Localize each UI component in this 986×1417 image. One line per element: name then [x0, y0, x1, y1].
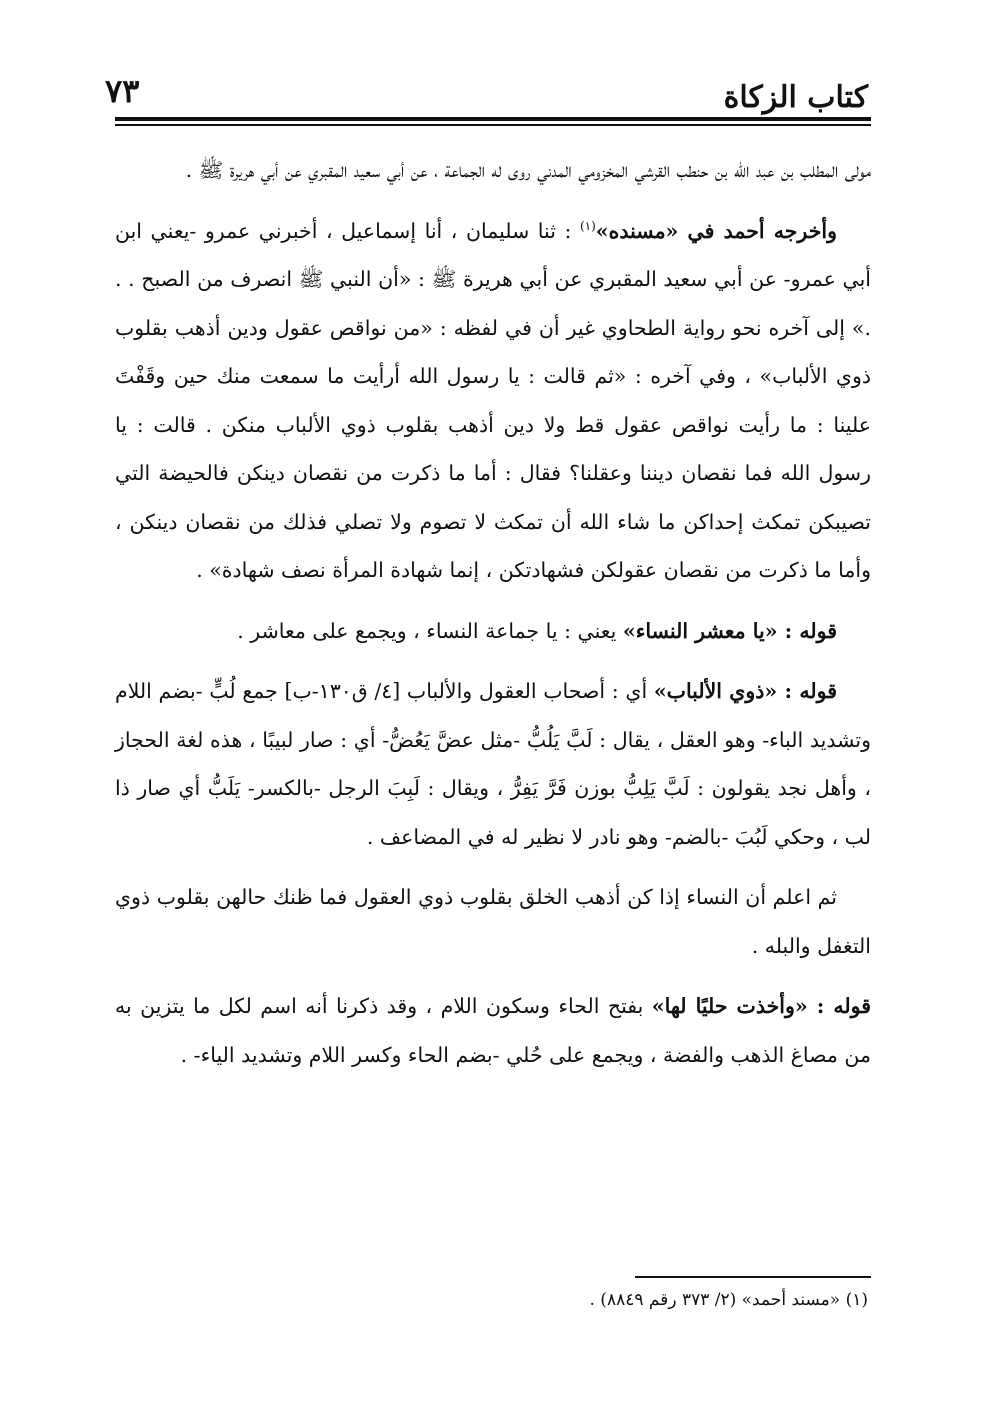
paragraph-1: مولى المطلب بن عبد الله بن حنطب القرشي المخزومي المدني روى له الجماعة ، عن أبي سعيد المقبري عن أبي هريرة ﷺ .: [185, 158, 871, 182]
footnote-reference: (١): [579, 218, 596, 233]
paragraph-4-text: أي : أصحاب العقول والألباب [٤/ ق١٣٠-ب] جمع لُبٍّ -بضم اللام وتشديد الباء- وهو العقل ، يقال : لَبَّ يَلُبُّ -مثل عضَّ يَعُضُّ- أي : صار لبيبًا ، هذه لغة الحجاز ، وأهل نجد يقولون : لَبَّ يَلِبُّ بوزن فَرَّ يَفِرُّ ، ويقال : لَبِبَ الرجل -بالكسر- يَلَبُّ أي صار ذا لب ، وحكي لَبُبَ -بالضم- وهو نادر لا نظير له في المضاعف .: [115, 679, 871, 849]
paragraph-2-text: : ثنا سليمان ، أنا إسماعيل ، أخبرني عمرو -يعني ابن أبي عمرو- عن أبي سعيد المقبري عن أبي هريرة ﷺ : «أن النبي ﷺ انصرف من الصبح . . .» إلى آخره نحو رواية الطحاوي غير أن في لفظه : «من نواقص عقول ودين أذهب بقلوب ذوي الألباب» ، وفي آخره : «ثم قالت : يا رسول الله أرأيت ما سمعت منك حين وقَفْتَ علينا : ما رأيت نواقص عقول قط ولا دين أذهب بقلوب ذوي الألباب منكن . قالت : يا رسول الله فما نقصان ديننا وعقلنا؟ فقال : أما ما ذكرت من نقصان دينكن فالحيضة التي تصيبكن تمكث إحداكن ما شاء الله أن تمكث لا تصوم ولا تصلي فذلك من نقصان دينكن ، وأما ما ذكرت من نقصان عقولكن فشهادتكن ، إنما شهادة المرأة نصف شهادة» .: [115, 218, 871, 582]
footnote-separator: [635, 1276, 871, 1278]
page-number: ٧٣: [105, 72, 140, 110]
paragraph-3-text: يعني : يا جماعة النساء ، ويجمع على معاشر .: [237, 618, 623, 643]
paragraph-6-lead: قوله : «وأخذت حليًا لها»: [651, 994, 871, 1018]
paragraph-2-lead: وأخرجه أحمد في «مسنده»: [595, 218, 837, 243]
main-text: [115, 146, 871, 1079]
paragraph-6-text: بفتح الحاء وسكون اللام ، وقد ذكرنا أنه اسم لكل ما يتزين به من مصاغ الذهب والفضة ، ويجمع على حُلي -بضم الحاء وكسر اللام وتشديد الياء- .: [115, 994, 871, 1067]
paragraph-4-lead: قوله : «ذوي الألباب»: [653, 679, 837, 703]
paragraph-4: [115, 667, 871, 861]
paragraph-6: [115, 982, 871, 1079]
header-rule-thick: [115, 117, 871, 121]
paragraph-2: [115, 207, 871, 595]
footnote: (١) «مسند أحمد» (٢/ ٣٧٣ رقم ٨٨٤٩) .: [589, 1290, 868, 1310]
header-rule-thin: [115, 124, 871, 126]
paragraph-3-lead: قوله : «يا معشر النساء»: [622, 618, 837, 643]
running-header-title: كتاب الزكاة: [723, 80, 868, 115]
paragraph-3: [115, 607, 871, 656]
paragraph-5: ثم اعلم أن النساء إذا كن أذهب الخلق بقلوب ذوي العقول فما ظنك حالهن بقلوب ذوي التغفل والبله .: [115, 885, 871, 958]
